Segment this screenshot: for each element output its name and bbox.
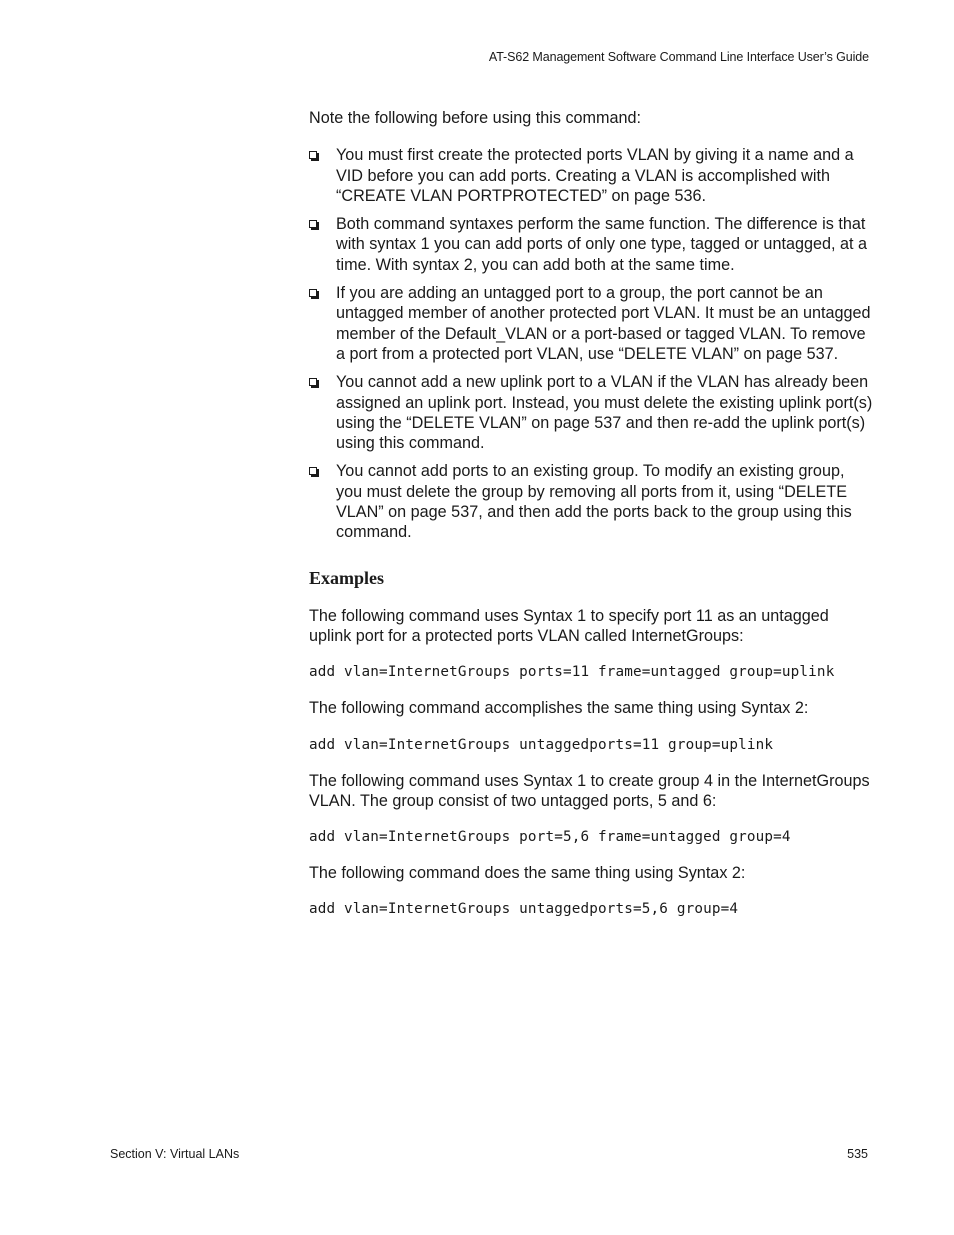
list-item xyxy=(309,372,875,453)
checkbox-bullet-icon xyxy=(309,378,317,386)
checkbox-bullet-icon xyxy=(309,467,317,475)
list-item-text: You cannot add ports to an existing group. To modify an existing group, you must delete the group by removing all ports from it, using “DELETE VLAN” on page 537, and then add the ports back to the group using this command. xyxy=(336,462,852,542)
page-number: 535 xyxy=(847,1147,868,1161)
example-description-4: The following command does the same thing using Syntax 2: xyxy=(309,864,746,883)
checkbox-bullet-icon xyxy=(309,220,317,228)
footer-section-title: Section V: Virtual LANs xyxy=(110,1147,240,1161)
checkbox-bullet-icon xyxy=(309,151,317,159)
example-description-2: The following command accomplishes the same thing using Syntax 2: xyxy=(309,699,809,718)
code-example-4: add vlan=InternetGroups untaggedports=5,6 group=4 xyxy=(309,901,739,918)
list-item xyxy=(309,461,875,542)
list-item-text: You must first create the protected ports VLAN by giving it a name and a VID before you can add ports. Creating a VLAN is accomplished with “CREATE VLAN PORTPROTECTED” on page 536. xyxy=(336,146,854,205)
intro-text: Note the following before using this command: xyxy=(309,109,642,127)
list-item xyxy=(309,145,875,206)
examples-heading: Examples xyxy=(309,567,385,588)
list-item xyxy=(309,214,875,275)
example-description-1: The following command uses Syntax 1 to specify port 11 as an untagged uplink port for a protected ports VLAN called InternetGroups: xyxy=(309,606,829,645)
example-description-3: The following command uses Syntax 1 to create group 4 in the InternetGroups VLAN. The group consist of two untagged ports, 5 and 6: xyxy=(309,771,870,810)
list-item-text: If you are adding an untagged port to a group, the port cannot be an untagged member of another protected port VLAN. It must be an untagged member of the Default_VLAN or a port-based or tagged VLAN. To remove a port from a protected port VLAN, use “DELETE VLAN” on page 537. xyxy=(336,284,871,363)
list-item-text: Both command syntaxes perform the same function. The difference is that with syntax 1 you can add ports of only one type, tagged or untagged, at a time. With syntax 2, you can add both at the same time. xyxy=(336,215,867,274)
running-header: AT-S62 Management Software Command Line Interface User’s Guide xyxy=(488,50,869,64)
code-example-2: add vlan=InternetGroups untaggedports=11 group=uplink xyxy=(309,736,774,753)
checkbox-bullet-icon xyxy=(309,289,317,297)
list-item xyxy=(309,283,875,364)
page-body xyxy=(309,108,875,935)
code-example-1: add vlan=InternetGroups ports=11 frame=untagged group=uplink xyxy=(309,664,835,681)
code-example-3: add vlan=InternetGroups port=5,6 frame=untagged group=4 xyxy=(309,829,791,846)
list-item-text: You cannot add a new uplink port to a VLAN if the VLAN has already been assigned an uplink port. Instead, you must delete the existing uplink port(s) using the “DELETE VLAN” on page 537 and then re-add the uplink port(s) using this command. xyxy=(336,373,873,453)
notes-list xyxy=(309,145,875,542)
